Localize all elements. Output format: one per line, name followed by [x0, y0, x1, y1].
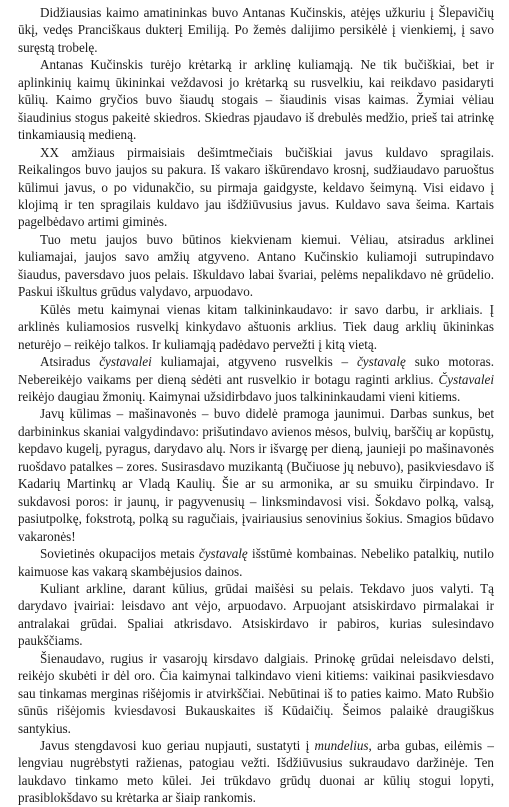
paragraph-1: Didžiausias kaimo amatininkas buvo Antanas Kučinskis, atėjęs užkuriu į Šlepavičių ūkį, vedęs Pranciškaus dukterį Emiliją. Po žemės dalijimo persikėlė į vienkiemį, į savo suręstą trobelę.	[18, 5, 494, 55]
paragraph-2: Antanas Kučinskis turėjo krėtarką ir arklinę kuliamąją. Ne tik bučiškiai, bet ir aplinkinių kaimų ūkininkai veždavosi jo krėtarką su rusvelkiu, kai reikdavo pasidaryti kūlių. Kaimo gryčios buvo šiaudų stogais – šiaudinis visas kaimas. Žymiai vėliau šiaudinius stogus pakeitė skiedros. Skiedras pjaudavo iš drebulės medžio, prieš tai atrinkę tinkamiausią medieną.	[18, 57, 494, 143]
paragraph-5: Kūlės metu kaimynai vienas kitam talkininkaudavo: ir savo darbu, ir arkliais. Į arklinės kuliamosios rusvelkį kinkydavo aštuonis arklius. Tiek daug arklių ūkininkas neturėjo – reikėjo talkos. Ir kuliamąją padėdavo pervežti į kitą vietą.	[18, 301, 494, 352]
paragraph-4: Tuo metu jaujos buvo būtinos kiekvienam kiemui. Vėliau, atsiradus arklinei kuliamajai, jaujos savo amžių atgyveno. Antano Kučinskio kuliamoji sutrupindavo šiaudus, paversdavo juos pelais. Iškuldavo labai švariai, pelėms nepalikdavo nė grūdelio. Paskui iškultus grūdus valydavo, arpuodavo.	[18, 231, 494, 300]
paragraph-6: Atsiradus čystavalei kuliamajai, atgyveno rusvelkis – čystavalę suko motoras. Nebereikėjo vaikams per dieną sėdėti ant rusvelkio ir botagu raginti arklius. Čystavalei reikėjo daugiau žmonių. Kaimynai užsidirbdavo juos talkininkaudami vieni kitiems.	[18, 354, 494, 404]
paragraph-7: Javų kūlimas – mašinavonės – buvo didelė pramoga jaunimui. Darbas sunkus, bet darbininkus skaniai valgydindavo: prišutindavo avienos mėsos, bulvių, barščių ar kopūstų, kepdavo kugelį, pyragus, darydavo alų. Nors ir išvargę per dieną, jaunieji po mašinavonės ruošdavo patalkes – zores. Susirasdavo muzikantą (Bučiuose jų nebuvo), pasikviesdavo iš Kadarių Martinkų ar Vladą Kaulių. Šie ar su armonika, ar su smuiku čirpindavo. Ir sukdavosi poros: ir jaunų, ir pagyvenusių – linksmindavosi visi. Šokdavo polką, valsą, pasiutpolkę, fokstrotą, polką su ragučiais, įvairiausius senovinius šokius. Smagios būdavo vakaronės!	[18, 406, 494, 544]
paragraph-11: Javus stengdavosi kuo geriau nupjauti, sustatyti į mundelius, arba gubas, eilėmis – lengviau nugrėbstyti ražienas, patogiau vežti. Išdžiūvusius sukraudavo daržinėje. Ten laukdavo tinkamo meto kūlei. Jei trūkdavo grūdų duonai ar kūlių stogui lopyti, prasiblokšdavo su krėtarka ar šiaip rankomis.	[18, 738, 494, 806]
paragraph-3: XX amžiaus pirmaisiais dešimtmečiais bučiškiai javus kuldavo spragilais. Reikalingos buvo jaujos su pakura. Iš vakaro iškūrendavo krosnį, sudžiaudavo paruoštus kūlimui javus, o po vidunakčio, su pirmaja gaidgyste, keldavo šeimyną. Visi eidavo į klojimą ir ten spragilais kuldavo jau išdžiūvusius javus. Kuldavo sava šeima. Kartais pagelbėdavo artimi giminės.	[18, 144, 494, 230]
paragraph-8: Sovietinės okupacijos metais čystavalę išstūmė kombainas. Nebeliko patalkių, nutilo kaimuose kas vakarą skambėjusios dainos.	[18, 546, 495, 579]
document-page	[18, 4, 494, 807]
paragraph-9: Kuliant arkline, darant kūlius, grūdai maišėsi su pelais. Tekdavo juos valyti. Tą darydavo įvairiai: leisdavo ant vėjo, arpuodavo. Arpuojant atsiskirdavo pirmalakai ir antralakai grūdai. Spaliai atkrisdavo. Atsiskirdavo ir pabiros, kurias sulesindavo paukščiams.	[18, 580, 494, 649]
paragraph-10: Šienaudavo, rugius ir vasarojų kirsdavo dalgiais. Prinokę grūdai neleisdavo delsti, reikėjo skubėti ir dėl oro. Čia kaimynai talkindavo vieni kitiems: vaikinai pasikviesdavo sau tinkamas merginas rišėjomis ir atvirkščiai. Nebūtinai iš to paties kaimo. Mato Rubšio sūnūs rišėjomis kviesdavosi Bukauskaites iš Kūdaičių. Šeimos palaikė draugiškus santykius.	[18, 650, 494, 736]
